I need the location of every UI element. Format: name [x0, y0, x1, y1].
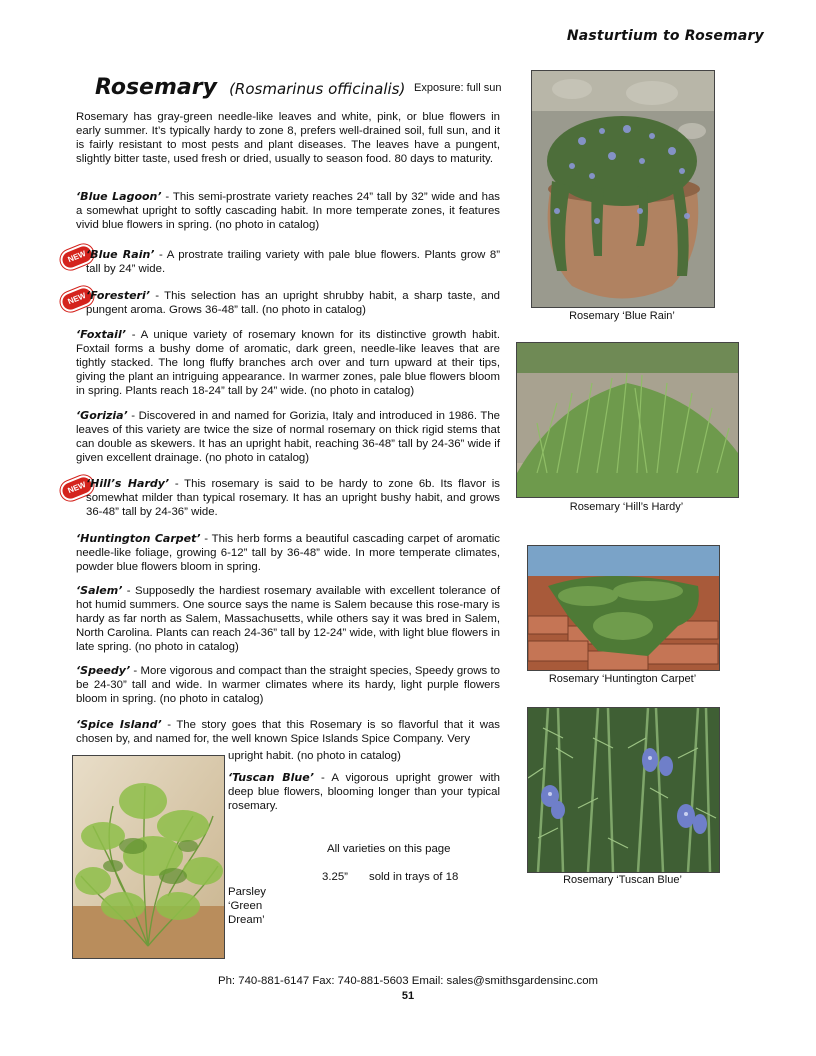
variety-desc: - A vigorous upright grower with deep blue flowers, blooming longer than your typical rosemary. — [228, 772, 501, 813]
huntington-carpet-image — [528, 546, 719, 670]
variety-name: ‘Foresteri’ — [86, 289, 150, 302]
new-badge: NEW — [60, 286, 94, 312]
new-badge: NEW — [60, 475, 94, 501]
hills-hardy-image — [517, 343, 738, 497]
variety-name: ‘Tuscan Blue’ — [228, 771, 314, 784]
new-badge: NEW — [60, 244, 94, 270]
variety-desc: - This herb forms a beautiful cascading carpet of aromatic needle-like foliage, growing 6-12” tall by 36-48” wide. In more temperate climates, powder blue flowers bloom in spring. — [76, 533, 500, 574]
variety-desc: - The story goes that this Rosemary is so flavorful that it was chosen by, and named for, the well known Spice Islands Spice Company. Very — [76, 719, 500, 746]
caption-hills-hardy: Rosemary ‘Hill’s Hardy’ — [569, 501, 684, 513]
variety-hills-hardy — [86, 477, 500, 519]
variety-name: ‘Speedy’ — [76, 664, 131, 677]
variety-gorizia — [76, 409, 500, 465]
variety-desc: - Discovered in and named for Gorizia, Italy and introduced in 1986. The leaves of this variety are twice the size of normal rosemary on thick rigid stems that can double as skewers. It has an upright habit, reaching 36-48” tall by 24-36” wide if given excellent drainage. (no photo in catalog) — [76, 410, 500, 465]
variety-name: ‘Hill’s Hardy’ — [86, 477, 170, 490]
intro-paragraph: Rosemary has gray-green needle-like leaves and white, pink, or blue flowers in early summer. It’s typically hardy to zone 8, prefers well-drained soil, full sun, and it is fairly resistant to most pests and plant diseases. The leaves have a pungent, slightly bitter taste, used fresh or dried, usually to season food. 80 days to maturity. — [76, 111, 500, 166]
hills-hardy-photo — [516, 342, 739, 498]
price: 3.25” — [322, 871, 348, 883]
title-common: Rosemary — [95, 75, 217, 100]
variety-name: ‘Salem’ — [76, 584, 123, 597]
huntington-carpet-photo — [527, 545, 720, 671]
parsley-photo — [72, 755, 225, 959]
variety-desc: - This selection has an upright shrubby habit, a sharp taste, and pungent aroma. Grows 36-48” tall. (no photo in catalog) — [86, 290, 500, 317]
variety-desc: - Supposedly the hardiest rosemary available with excellent tolerance of hot humid summers. One source says the name is Salem because this rose-mary is hardy as far north as Salem, Massachusetts, while others say it was bred in Salem, North Carolina. Plants can reach 24-36” tall by 12-24” wide, with light blue flowers in late spring. (no photo in catalog) — [76, 585, 500, 654]
variety-desc: - A unique variety of rosemary known for its distinctive growth habit. Foxtail forms a bushy dome of aromatic, dark green, needle-like leaves that are tightly stacked. The long fluffy branches arch over and turn upward at their tips, giving the plant an intriguing appearance. In warmer zones, pale blue flowers bloom in spring. Plants reach 18-24” tall by 24” wide. (no photo in catalog) — [76, 329, 500, 398]
variety-blue-rain — [86, 248, 500, 276]
parsley-image — [73, 756, 224, 958]
tuscan-blue-photo — [527, 707, 720, 873]
variety-name: ‘Spice Island’ — [76, 718, 162, 731]
tray-size: sold in trays of 18 — [369, 871, 459, 883]
variety-name: ‘Blue Rain’ — [86, 248, 155, 261]
variety-huntington-carpet — [76, 532, 500, 574]
caption-blue-rain: Rosemary ‘Blue Rain’ — [569, 310, 675, 322]
variety-desc: - A prostrate trailing variety with pale blue flowers. Plants grow 8” tall by 24” wide. — [86, 249, 500, 276]
variety-spice-island — [76, 718, 500, 746]
variety-tuscan-blue — [228, 771, 500, 813]
variety-speedy — [76, 664, 500, 706]
parsley-caption — [228, 885, 266, 927]
blue-rain-photo — [531, 70, 715, 308]
footer-contact: Ph: 740-881-6147 Fax: 740-881-5603 Email: sales@smithsgardensinc.com — [217, 975, 599, 987]
variety-name: ‘Foxtail’ — [76, 328, 126, 341]
variety-blue-lagoon — [76, 190, 500, 232]
parsley-caption-line: Dream’ — [228, 914, 265, 927]
parsley-caption-line: Parsley — [228, 886, 266, 898]
variety-salem — [76, 584, 500, 654]
variety-name: ‘Blue Lagoon’ — [76, 190, 162, 203]
variety-desc: - More vigorous and compact than the straight species, Speedy grows to be 24-30” tall and wide. In warmer climates where its hardy, light purple flowers bloom in spring. (no photo in catalog) — [76, 665, 500, 706]
section-header: Nasturtium to Rosemary — [566, 28, 764, 44]
variety-name: ‘Gorizia’ — [76, 409, 128, 422]
title-scientific: (Rosmarinus officinalis) — [229, 80, 406, 98]
variety-desc: - This semi-prostrate variety reaches 24” tall by 32” wide and has a somewhat upright to softly cascading habit. In more temperate zones, it features vivid blue flowers in spring. (no photo in catalog) — [76, 191, 501, 232]
caption-tuscan-blue: Rosemary ‘Tuscan Blue’ — [563, 874, 682, 886]
spice-island-continued: upright habit. (no photo in catalog) — [228, 750, 401, 762]
tuscan-blue-image — [528, 708, 719, 872]
page-title — [95, 74, 405, 100]
parsley-caption-line: ‘Green — [228, 900, 263, 913]
variety-foxtail — [76, 328, 500, 398]
variety-desc: - This rosemary is said to be hardy to zone 6b. Its flavor is somewhat milder than typical rosemary. It has an upright bushy habit, and grows 36-48” tall by 24-36” wide. — [86, 478, 500, 519]
caption-huntington: Rosemary ‘Huntington Carpet’ — [548, 673, 697, 685]
page-number: 51 — [401, 990, 415, 1002]
variety-name: ‘Huntington Carpet’ — [76, 532, 201, 545]
pricing-note: All varieties on this page — [327, 843, 451, 855]
exposure-label: Exposure: full sun — [414, 82, 502, 94]
blue-rain-image — [532, 71, 714, 307]
variety-foresteri — [86, 289, 500, 317]
